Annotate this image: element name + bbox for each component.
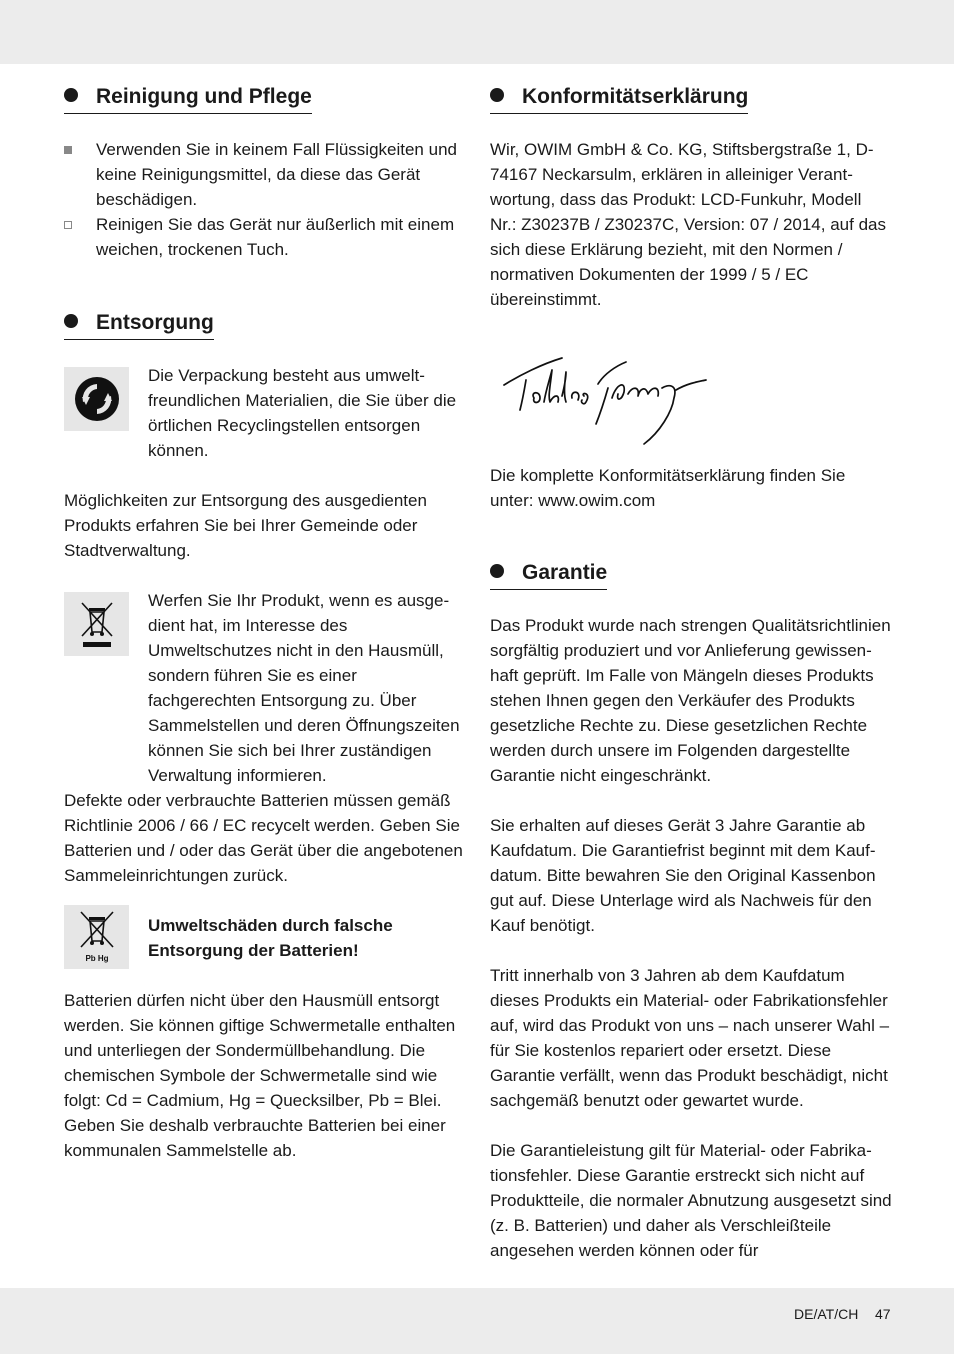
- list-item-text: Verwenden Sie in keinem Fall Flüssigkeiten und keine Reinigungsmittel, da diese das Gerät beschädigen.: [96, 140, 457, 209]
- crossed-bin-icon: [64, 592, 129, 656]
- weee-text: Werfen Sie Ihr Produkt, wenn es ausgedient hat, im Interesse des Umweltschutzes nicht in den Hausmüll, sondern führen Sie es einer fachgerechten Entsorgung zu. Über Sammelstellen und deren Öffnungszeiten können Sie sich bei Ihrer zuständigen Verwaltung informieren.: [148, 591, 460, 785]
- heavy-metals-paragraph: Batterien dürfen nicht über den Hausmüll entsorgt werden. Sie können giftige Schwermetalle enthalten und unterliegen der Sondermüllbehandlung. Die chemischen Symbole der Schwermetalle sind wie folgt: Cd = Cadmium, Hg = Quecksilber, Pb = Blei. Geben Sie deshalb verbrauchte Batterien bei einer kommunalen Sammelstelle ab.: [64, 991, 456, 1160]
- heading-konformitaet: Konformitätserklärung: [490, 84, 748, 114]
- square-bullet-icon: [64, 221, 72, 229]
- heading-garantie: Garantie: [490, 560, 607, 590]
- warranty-paragraph-3: Tritt innerhalb von 3 Jahren ab dem Kaufdatum dieses Produkts ein Material- oder Fabrikationsfehler auf, wird das Produkt von uns – nach unserer Wahl – für Sie kostenlos repariert oder ersetzt. Diese Garantie verfällt, wenn das Produkt beschädigt, nicht sachgemäß benutzt oder gewartet wurde.: [490, 966, 890, 1110]
- conformity-paragraph: Wir, OWIM GmbH & Co. KG, Stiftsbergstraße 1, D-74167 Neckarsulm, erklären in alleiniger Verantwortung, dass das Produkt: LCD-Funkuhr, Modell Nr.: Z30237B / Z30237C, Version: 07 / 2014, auf das sich diese Erklärung bezieht, mit den Normen / normativen Dokumenten der 1999 / 5 / EC übereinstimmt.: [490, 140, 886, 309]
- battery-warning: Umweltschäden durch falsche Entsorgung der Batterien!: [148, 916, 393, 960]
- battery-icon-label: Pb Hg: [84, 954, 109, 963]
- list-item-text: Reinigen Sie das Gerät nur äußerlich mit einem weichen, trockenen Tuch.: [96, 215, 455, 259]
- recycling-text: Die Verpackung besteht aus umweltfreundlichen Materialien, die Sie über die örtlichen Recyclingstellen entsorgen können.: [148, 366, 457, 460]
- footer-region: DE/AT/CH: [794, 1306, 859, 1322]
- conformity-link-paragraph: Die komplette Konformitätserklärung finden Sie unter: www.owim.com: [490, 466, 846, 510]
- green-dot-recycling-icon: [64, 367, 129, 431]
- signature: [500, 340, 720, 450]
- disposal-paragraph: Möglichkeiten zur Entsorgung des ausgedienten Produkts erfahren Sie bei Ihrer Gemeinde oder Stadtverwaltung.: [64, 491, 427, 560]
- bullet-dot-icon: [490, 88, 504, 102]
- header-bar: [0, 0, 954, 64]
- battery-bin-icon: [64, 905, 129, 969]
- page-number: 47: [875, 1306, 891, 1322]
- warranty-paragraph-2: Sie erhalten auf dieses Gerät 3 Jahre Garantie ab Kaufdatum. Die Garantiefrist beginnt mit dem Kaufdatum. Bitte bewahren Sie den Original Kassenbon gut auf. Diese Unterlage wird als Nachweis für den Kauf benötigt.: [490, 816, 876, 935]
- heading-reinigung: Reinigung und Pflege: [64, 84, 312, 114]
- warranty-paragraph-4: Die Garantieleistung gilt für Material- oder Fabrikationsfehler. Diese Garantie erstreckt sich nicht auf Produktteile, die normaler Abnutzung ausgesetzt sind (z. B. Batterien) und daher als Verschleißteile angesehen werden können oder für: [490, 1141, 892, 1260]
- bullet-dot-icon: [64, 88, 78, 102]
- bullet-dot-icon: [64, 314, 78, 328]
- heading-entsorgung: Entsorgung: [64, 310, 214, 340]
- battery-directive-paragraph: Defekte oder verbrauchte Batterien müssen gemäß Richtlinie 2006 / 66 / EC recycelt werden. Geben Sie Batterien und / oder das Gerät über die angebotenen Sammeleinrichtungen zurück.: [64, 791, 463, 885]
- warranty-paragraph-1: Das Produkt wurde nach strengen Qualitätsrichtlinien sorgfältig produziert und vor Anlieferung gewissenhaft geprüft. Im Falle von Mängeln dieses Produkts stehen Ihnen gegen den Verkäufer des Produkts gesetzliche Rechte zu. Diese gesetzlichen Rechte werden durch unsere im Folgenden dargestellte Garantie nicht eingeschränkt.: [490, 616, 891, 785]
- square-bullet-icon: [64, 146, 72, 154]
- bullet-dot-icon: [490, 564, 504, 578]
